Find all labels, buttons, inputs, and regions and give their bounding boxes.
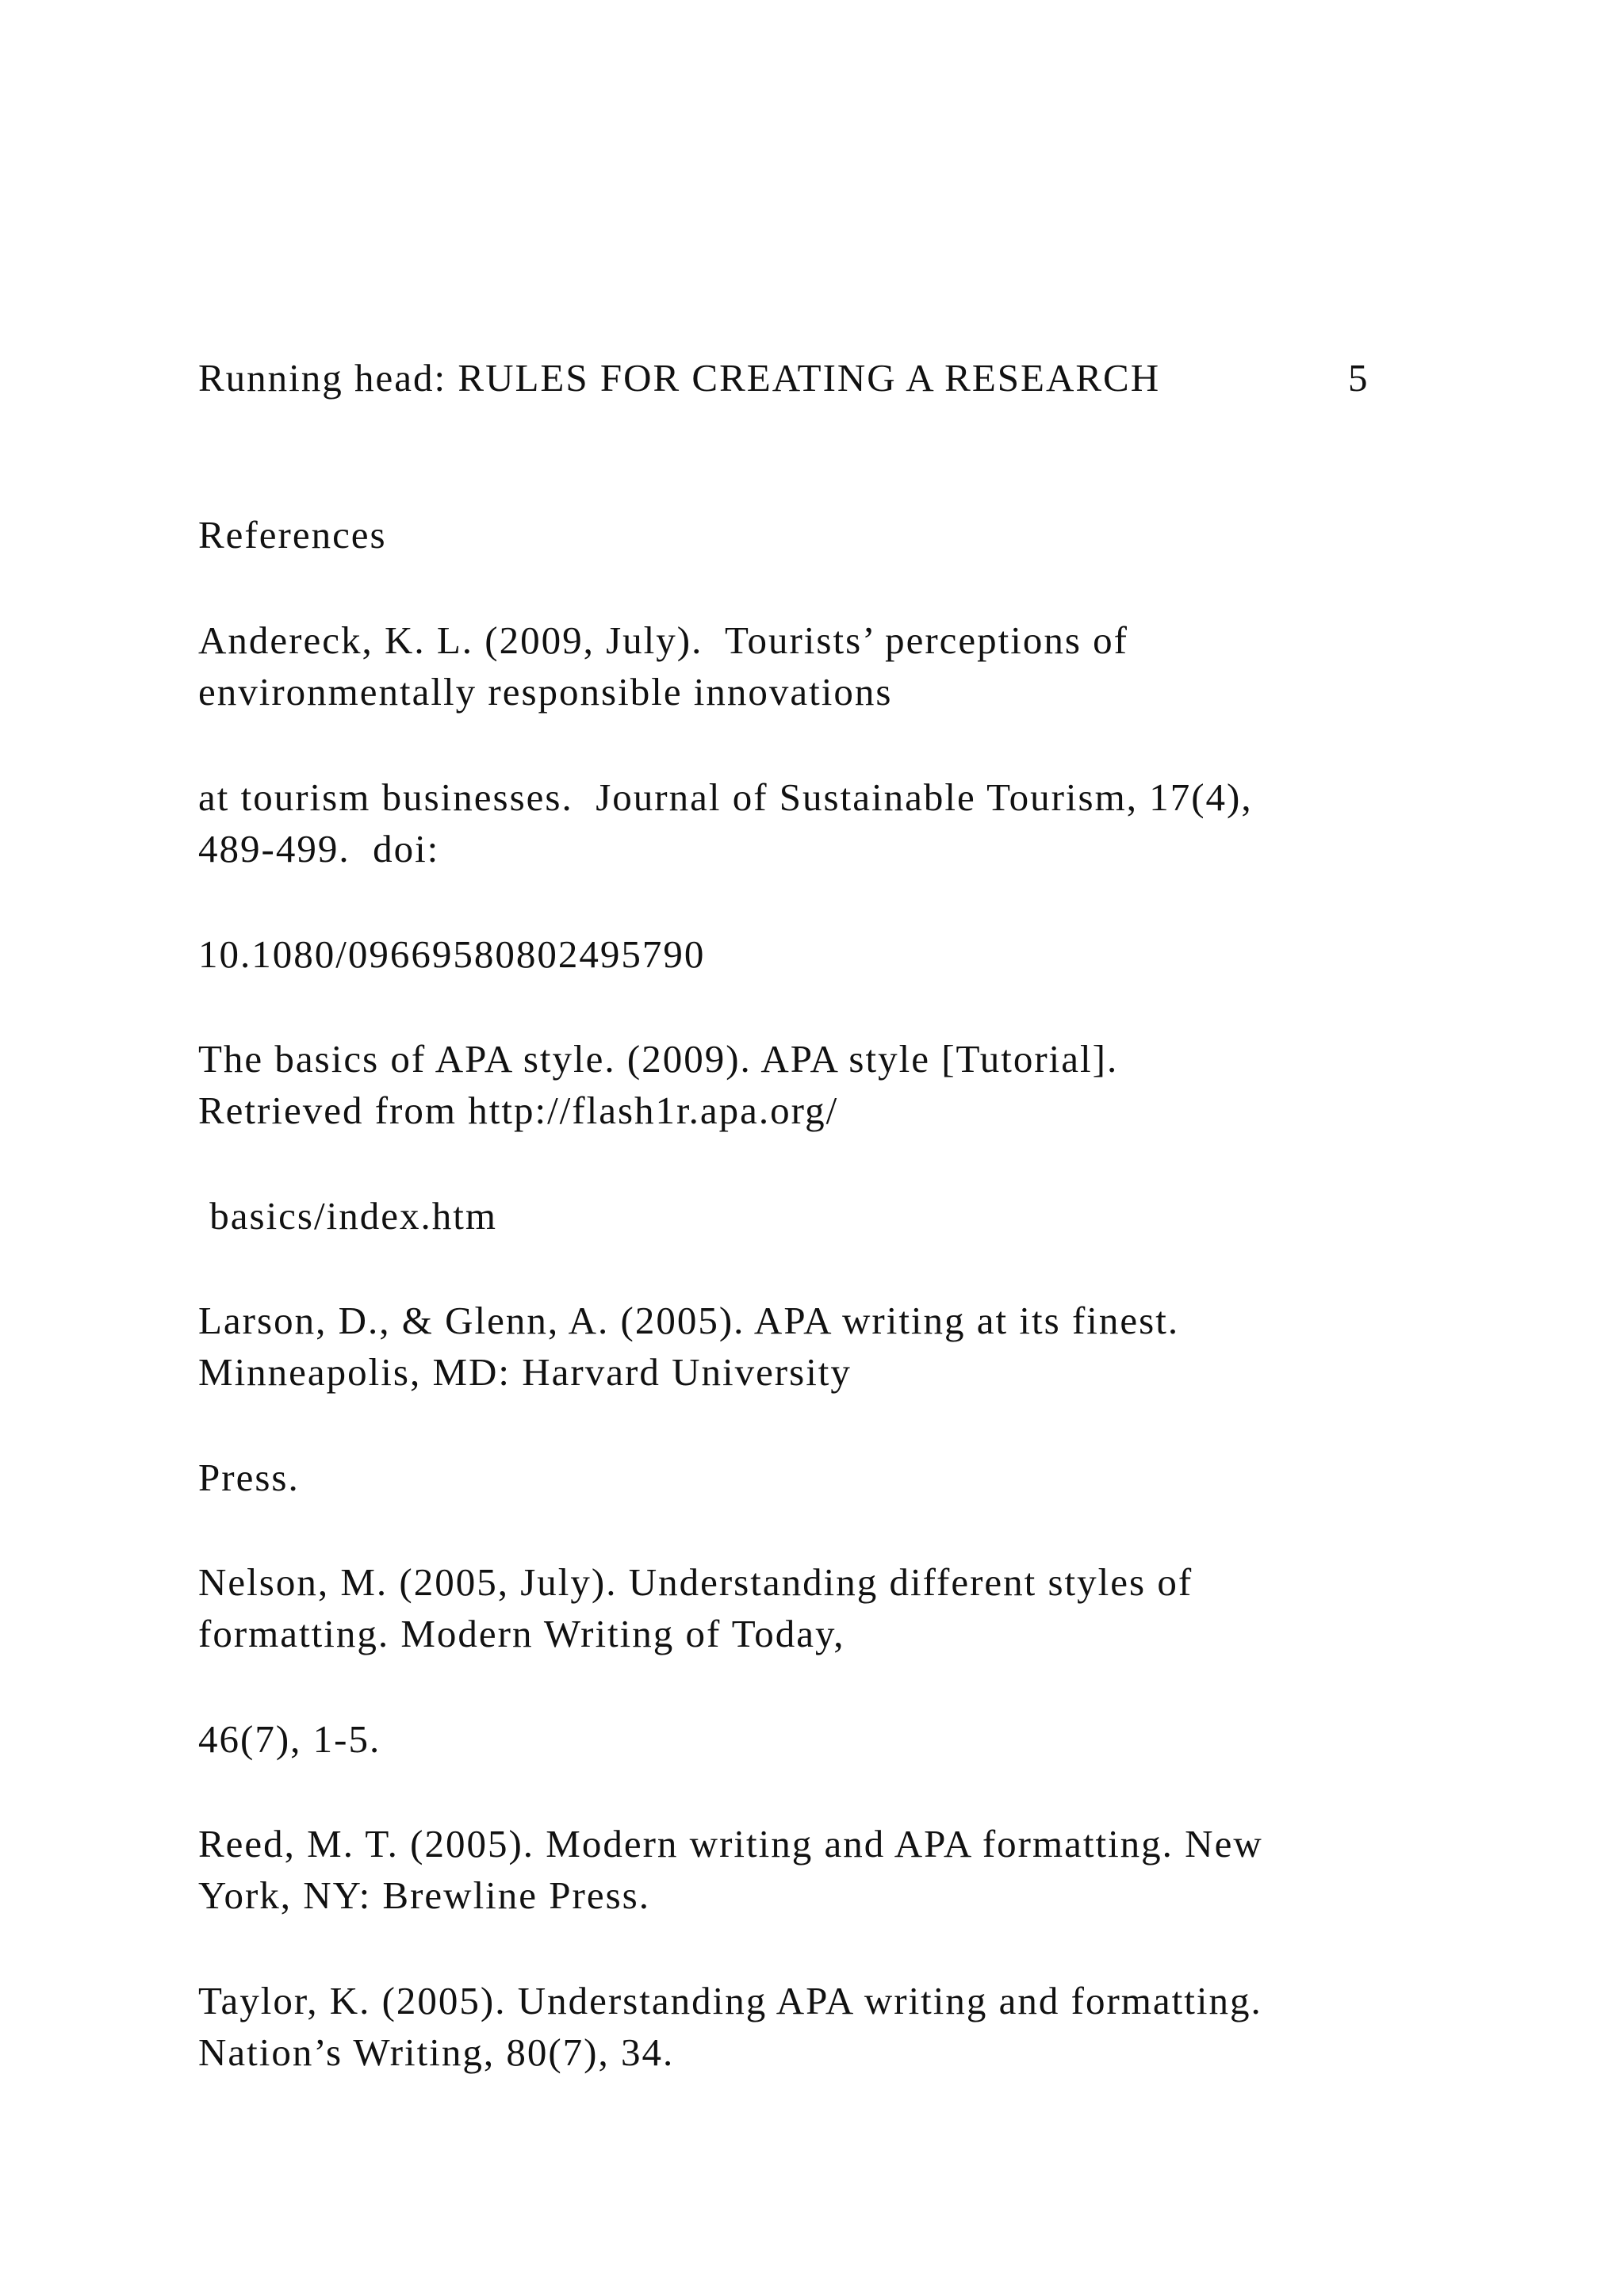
reference-line: Minneapolis, MD: Harvard University — [198, 1350, 852, 1394]
reference-line: Retrieved from http://flash1r.apa.org/ — [198, 1089, 839, 1132]
reference-line: Nelson, M. (2005, July). Understanding different styles of — [198, 1560, 1193, 1604]
reference-line: environmentally responsible innovations — [198, 670, 893, 714]
reference-line: 46(7), 1-5. — [198, 1717, 381, 1761]
reference-line: 10.1080/09669580802495790 — [198, 932, 706, 976]
reference-line: York, NY: Brewline Press. — [198, 1873, 651, 1917]
references-heading: References — [198, 513, 387, 557]
reference-line: Andereck, K. L. (2009, July). Tourists’ perceptions of — [198, 618, 1128, 662]
reference-line: The basics of APA style. (2009). APA style [Tutorial]. — [198, 1037, 1119, 1081]
reference-line: Press. — [198, 1456, 300, 1499]
running-head: Running head: RULES FOR CREATING A RESEARCH — [198, 356, 1161, 400]
reference-line: formatting. Modern Writing of Today, — [198, 1612, 845, 1655]
reference-line: 489-499. doi: — [198, 827, 440, 871]
reference-line: Nation’s Writing, 80(7), 34. — [198, 2030, 675, 2074]
reference-line: basics/index.htm — [198, 1194, 497, 1238]
reference-line: Larson, D., & Glenn, A. (2005). APA writing at its finest. — [198, 1299, 1180, 1342]
reference-line: Taylor, K. (2005). Understanding APA writing and formatting. — [198, 1979, 1262, 2022]
reference-line: Reed, M. T. (2005). Modern writing and APA formatting. New — [198, 1822, 1263, 1866]
reference-line: at tourism businesses. Journal of Sustainable Tourism, 17(4), — [198, 775, 1253, 819]
page-number: 5 — [1348, 356, 1369, 400]
